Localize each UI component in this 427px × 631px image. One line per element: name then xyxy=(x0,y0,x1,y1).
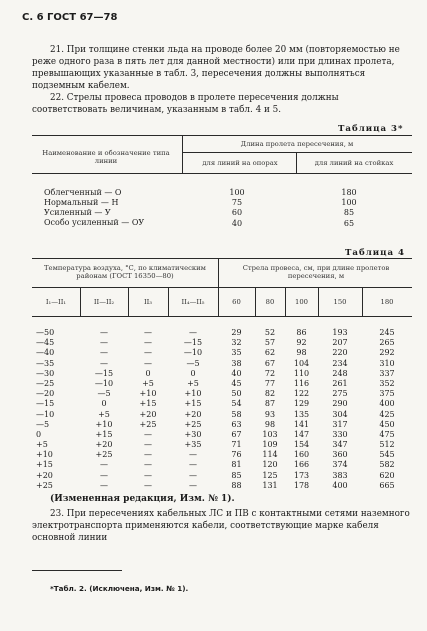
table-4-cell: 352 xyxy=(379,378,395,388)
table-4-cell: 400 xyxy=(379,399,395,409)
table-4-cell: +20 xyxy=(184,409,202,419)
footnote: *Табл. 2. (Исключена, Изм. № 1). xyxy=(50,584,189,593)
table-4-cell: 92 xyxy=(296,338,307,348)
table-4-cell: +20 xyxy=(95,440,113,450)
table-4-cell: 104 xyxy=(293,358,310,368)
table-4-cell: +20 xyxy=(139,409,157,419)
table-4-col-region-4 xyxy=(168,328,218,491)
table-4-cell: 374 xyxy=(332,460,348,470)
table-4-cell: 383 xyxy=(332,470,348,480)
table-4-cell: 45 xyxy=(231,378,242,388)
table-4-cell: +20 xyxy=(36,470,53,480)
table-3-cell: 40 xyxy=(231,218,243,228)
table-4-cell: 173 xyxy=(293,470,310,480)
table-4-cell: +25 xyxy=(184,419,202,429)
table-4-cell: 207 xyxy=(332,338,348,348)
table-4-cell: — xyxy=(189,328,197,337)
table-3-head-supports: для линий на опорах xyxy=(202,159,278,167)
table-3-head-span: Длина пролета пересечения, м xyxy=(240,140,354,148)
table-4-cell: — xyxy=(144,440,152,450)
table-4-region-head: II₃ xyxy=(143,298,153,306)
section-text-bottom xyxy=(32,508,412,544)
table-4-cell: — xyxy=(144,338,152,348)
amendment-note: (Измененная редакция, Изм. № 1). xyxy=(50,494,235,504)
table-4-head-temperature: Температура воздуха, °С, по климатическим районам (ГОСТ 16350—80) xyxy=(44,264,206,280)
table-4-col-span-80 xyxy=(255,328,285,491)
table-4-cell: 32 xyxy=(231,338,242,348)
table-4-cell: 62 xyxy=(264,348,276,358)
paragraph-22: 22. Стрелы провеса проводов в пролете пересечения должны соответствовать величинам, указанным в табл. 4 и 5. xyxy=(32,93,339,115)
table-4-cell: 103 xyxy=(262,429,278,439)
table-4-cell: 98 xyxy=(296,348,307,358)
table-4-col-region-1 xyxy=(36,328,80,491)
table-4-cell: 67 xyxy=(231,429,242,439)
table-4-cell: 400 xyxy=(332,480,348,490)
table-4-region-head: II—II₂ xyxy=(93,298,115,306)
table-4-span-head: 150 xyxy=(333,298,347,306)
table-3-divider xyxy=(182,135,183,173)
table-4-cell: +25 xyxy=(95,450,113,460)
table-4-cell: — xyxy=(189,460,197,470)
table-4-cell: 545 xyxy=(379,450,395,460)
table-4-cell: 512 xyxy=(379,440,395,450)
table-4-cell: 67 xyxy=(264,358,276,368)
table-4-cell: 38 xyxy=(231,358,242,368)
table-4-cell: 135 xyxy=(293,409,310,419)
table-4-divider xyxy=(218,258,219,316)
table-4-cell: 582 xyxy=(379,460,395,470)
table-3-divider xyxy=(296,152,297,173)
table-4-cell: 248 xyxy=(332,368,348,378)
table-4-cell: —40 xyxy=(36,348,55,358)
table-4-cell: — xyxy=(189,470,197,480)
table-4-cell: — xyxy=(100,338,108,348)
table-4-cell: +30 xyxy=(184,429,202,439)
table-4-cell: 265 xyxy=(379,338,395,348)
table-4-cell: 310 xyxy=(379,358,395,368)
table-4-cell: 86 xyxy=(296,328,307,337)
table-4-cell: —20 xyxy=(36,389,55,399)
table-4-cell: — xyxy=(144,348,152,358)
table-4-cell: — xyxy=(100,328,108,337)
table-3-row-name: Усиленный — У xyxy=(44,208,111,217)
table-4-cell: 0 xyxy=(101,399,107,409)
table-3-col-racks xyxy=(334,188,364,229)
table-4-cell: —15 xyxy=(36,399,55,409)
table-4-cell: 63 xyxy=(231,419,242,429)
table-3-top-rule xyxy=(32,135,412,136)
table-4-cell: — xyxy=(189,450,197,460)
table-4-cell: 0 xyxy=(145,368,151,378)
table-4-cell: 160 xyxy=(293,450,310,460)
table-4-cell: 290 xyxy=(332,399,348,409)
table-4-cell: +10 xyxy=(184,389,202,399)
table-4-col-span-180 xyxy=(362,328,412,491)
table-4-cell: — xyxy=(144,470,152,480)
table-4-cell: 450 xyxy=(379,419,395,429)
table-3-head-rule xyxy=(32,173,412,174)
table-4-cell: +15 xyxy=(184,399,202,409)
table-4-cell: —15 xyxy=(183,338,203,348)
table-4-cell: +5 xyxy=(142,378,154,388)
table-4-cell: — xyxy=(144,450,152,460)
table-4-col-region-3 xyxy=(128,328,168,491)
table-4-cell: 178 xyxy=(293,480,310,490)
table-3-row-name: Нормальный — Н xyxy=(44,198,119,207)
table-4-cell: 0 xyxy=(36,429,42,439)
table-3-cell: 85 xyxy=(343,208,355,218)
table-4-cell: — xyxy=(100,480,108,490)
table-3-cell: 60 xyxy=(231,208,243,218)
table-4-cell: +25 xyxy=(36,480,53,490)
table-4-cell: +15 xyxy=(139,399,157,409)
table-4-cell: 81 xyxy=(231,460,242,470)
table-4-cell: 72 xyxy=(264,368,276,378)
table-4-cell: 347 xyxy=(332,440,348,450)
table-4-cell: 52 xyxy=(264,328,276,337)
table-4-cell: 85 xyxy=(231,470,242,480)
table-4-span-head: 60 xyxy=(232,298,241,306)
table-4-cell: — xyxy=(189,480,197,490)
table-4-cell: 58 xyxy=(231,409,242,419)
paragraph-21: 21. При толщине стенки льда на проводе более 20 мм (повторяемостью не реже одного раза в пять лет для данной местности) или при длинах пролета, превышающих указанные в табл. 3, пересечения должны выполняться подземным кабелем. xyxy=(32,45,400,91)
table-4-cell: 54 xyxy=(231,399,242,409)
table-4-cell: 220 xyxy=(332,348,348,358)
table-4-cell: 317 xyxy=(332,419,348,429)
table-4-cell: 35 xyxy=(231,348,242,358)
table-4-cell: +10 xyxy=(139,389,157,399)
table-4-cell: 40 xyxy=(231,368,242,378)
table-4-span-head: 80 xyxy=(265,298,275,306)
table-4-cell: +15 xyxy=(36,460,53,470)
table-4-cell: 120 xyxy=(262,460,278,470)
table-3-col-supports xyxy=(222,188,252,229)
table-4-cell: —35 xyxy=(36,358,55,368)
table-4-col-span-60 xyxy=(218,328,255,491)
table-4-caption: Таблица 4 xyxy=(345,248,406,258)
table-4-span-head: 100 xyxy=(295,298,308,306)
table-4-col-span-150 xyxy=(318,328,362,491)
table-3-cell: 100 xyxy=(229,188,245,197)
table-4-cell: —30 xyxy=(36,368,55,378)
table-4-cell: 110 xyxy=(293,368,310,378)
table-4-cell: — xyxy=(144,460,152,470)
table-4-cell: — xyxy=(100,460,108,470)
table-4-cell: 125 xyxy=(262,470,278,480)
table-4-cell: 304 xyxy=(332,409,348,419)
table-4-col-region-2 xyxy=(80,328,128,491)
table-4-cell: 475 xyxy=(379,429,395,439)
table-4-cell: 375 xyxy=(379,389,395,399)
table-4-cell: +15 xyxy=(95,429,113,439)
table-3-cell: 75 xyxy=(231,198,243,208)
table-4-cell: 245 xyxy=(379,328,395,337)
table-4-cell: +10 xyxy=(36,450,53,460)
table-4-cell: +35 xyxy=(184,440,202,450)
table-4-cell: 50 xyxy=(231,389,242,399)
table-3-row-name: Особо усиленный — ОУ xyxy=(44,218,145,227)
table-4-cell: 275 xyxy=(332,389,348,399)
table-4-mid-rule xyxy=(32,287,412,288)
table-4-cell: — xyxy=(144,328,152,337)
table-4-cell: —15 xyxy=(94,368,114,378)
table-4-cell: 116 xyxy=(293,378,310,388)
footnote-rule xyxy=(32,570,122,571)
table-4-cell: 57 xyxy=(264,338,276,348)
table-4-cell: 122 xyxy=(293,389,310,399)
table-4-cell: — xyxy=(144,358,152,368)
table-4-cell: 234 xyxy=(332,358,348,368)
table-4-cell: 292 xyxy=(379,348,395,358)
table-4-cell: 77 xyxy=(264,378,276,388)
table-4-cell: 141 xyxy=(293,419,310,429)
table-4-cell: 337 xyxy=(379,368,395,378)
table-4-cell: 665 xyxy=(379,480,395,490)
table-4-cell: — xyxy=(100,358,108,368)
table-4-cell: —50 xyxy=(36,328,55,337)
table-4-head-sag: Стрела провеса, см, при длине пролетов пересечения, м xyxy=(242,264,390,280)
table-4-cell: — xyxy=(100,348,108,358)
table-4-region-head: II₄—II₅ xyxy=(181,298,205,306)
page-header: С. 6 ГОСТ 67—78 xyxy=(22,12,118,23)
table-4-cell: —5 xyxy=(97,389,111,399)
table-4-cell: 129 xyxy=(293,399,310,409)
table-4-cell: — xyxy=(144,429,152,439)
table-4-cell: 109 xyxy=(262,440,278,450)
paragraph-23: 23. При пересечениях кабельных ЛС и ПВ с контактными сетями наземного электротранспорта применяются кабели, соответствующие марке кабеля основной линии xyxy=(32,509,410,543)
table-4-cell: 29 xyxy=(231,328,242,337)
table-4-cell: 71 xyxy=(231,440,242,450)
table-4-cell: 114 xyxy=(262,450,278,460)
table-4-cell: — xyxy=(100,470,108,480)
table-3-head-name: Наименование и обозначение типа линии xyxy=(42,149,170,165)
table-4-region-head: I₁—II₁ xyxy=(45,298,67,306)
table-3-cell: 65 xyxy=(343,218,355,228)
table-4-cell: 193 xyxy=(332,328,348,337)
table-3-head-racks: для линий на стойках xyxy=(314,159,394,167)
table-4-cell: —10 xyxy=(36,409,55,419)
table-4-cell: —25 xyxy=(36,378,55,388)
table-4-cell: 0 xyxy=(190,368,196,378)
table-4-top-rule xyxy=(32,258,412,259)
table-4-cell: 166 xyxy=(293,460,310,470)
table-4-col-span-100 xyxy=(285,328,318,491)
section-text-top xyxy=(32,44,412,116)
table-4-cell: +10 xyxy=(95,419,113,429)
table-4-span-head: 180 xyxy=(380,298,394,306)
table-4-cell: 87 xyxy=(264,399,276,409)
table-4-cell: —5 xyxy=(36,419,50,429)
table-4-cell: 154 xyxy=(293,440,310,450)
table-4-cell: 425 xyxy=(379,409,395,419)
table-4-cell: +5 xyxy=(187,378,199,388)
table-4-cell: 330 xyxy=(332,429,348,439)
table-4-cell: 98 xyxy=(264,419,276,429)
table-3-cell: 180 xyxy=(341,188,357,197)
table-4-cell: +5 xyxy=(98,409,110,419)
table-4-cell: 131 xyxy=(262,480,278,490)
table-4-cell: 93 xyxy=(264,409,276,419)
table-4-cell: +25 xyxy=(139,419,157,429)
table-3-row-name: Облегченный — О xyxy=(44,188,122,197)
table-4-cell: 82 xyxy=(264,389,276,399)
table-4-cell: — xyxy=(144,480,152,490)
table-4-cell: —10 xyxy=(183,348,203,358)
table-4-cell: —10 xyxy=(94,378,114,388)
table-3-caption: Таблица 3* xyxy=(338,124,404,134)
table-4-cell: 88 xyxy=(231,480,242,490)
table-3-mid-rule xyxy=(182,152,412,153)
table-4-head-rule xyxy=(32,316,412,317)
table-4-cell: 147 xyxy=(293,429,310,439)
table-4-cell: 261 xyxy=(332,378,348,388)
table-4-cell: —5 xyxy=(186,358,200,368)
table-4-cell: —45 xyxy=(36,338,55,348)
table-4-cell: +5 xyxy=(36,440,48,450)
table-4-cell: 620 xyxy=(379,470,395,480)
table-4-cell: 76 xyxy=(231,450,242,460)
table-3-cell: 100 xyxy=(341,198,357,208)
table-4-cell: 360 xyxy=(332,450,348,460)
